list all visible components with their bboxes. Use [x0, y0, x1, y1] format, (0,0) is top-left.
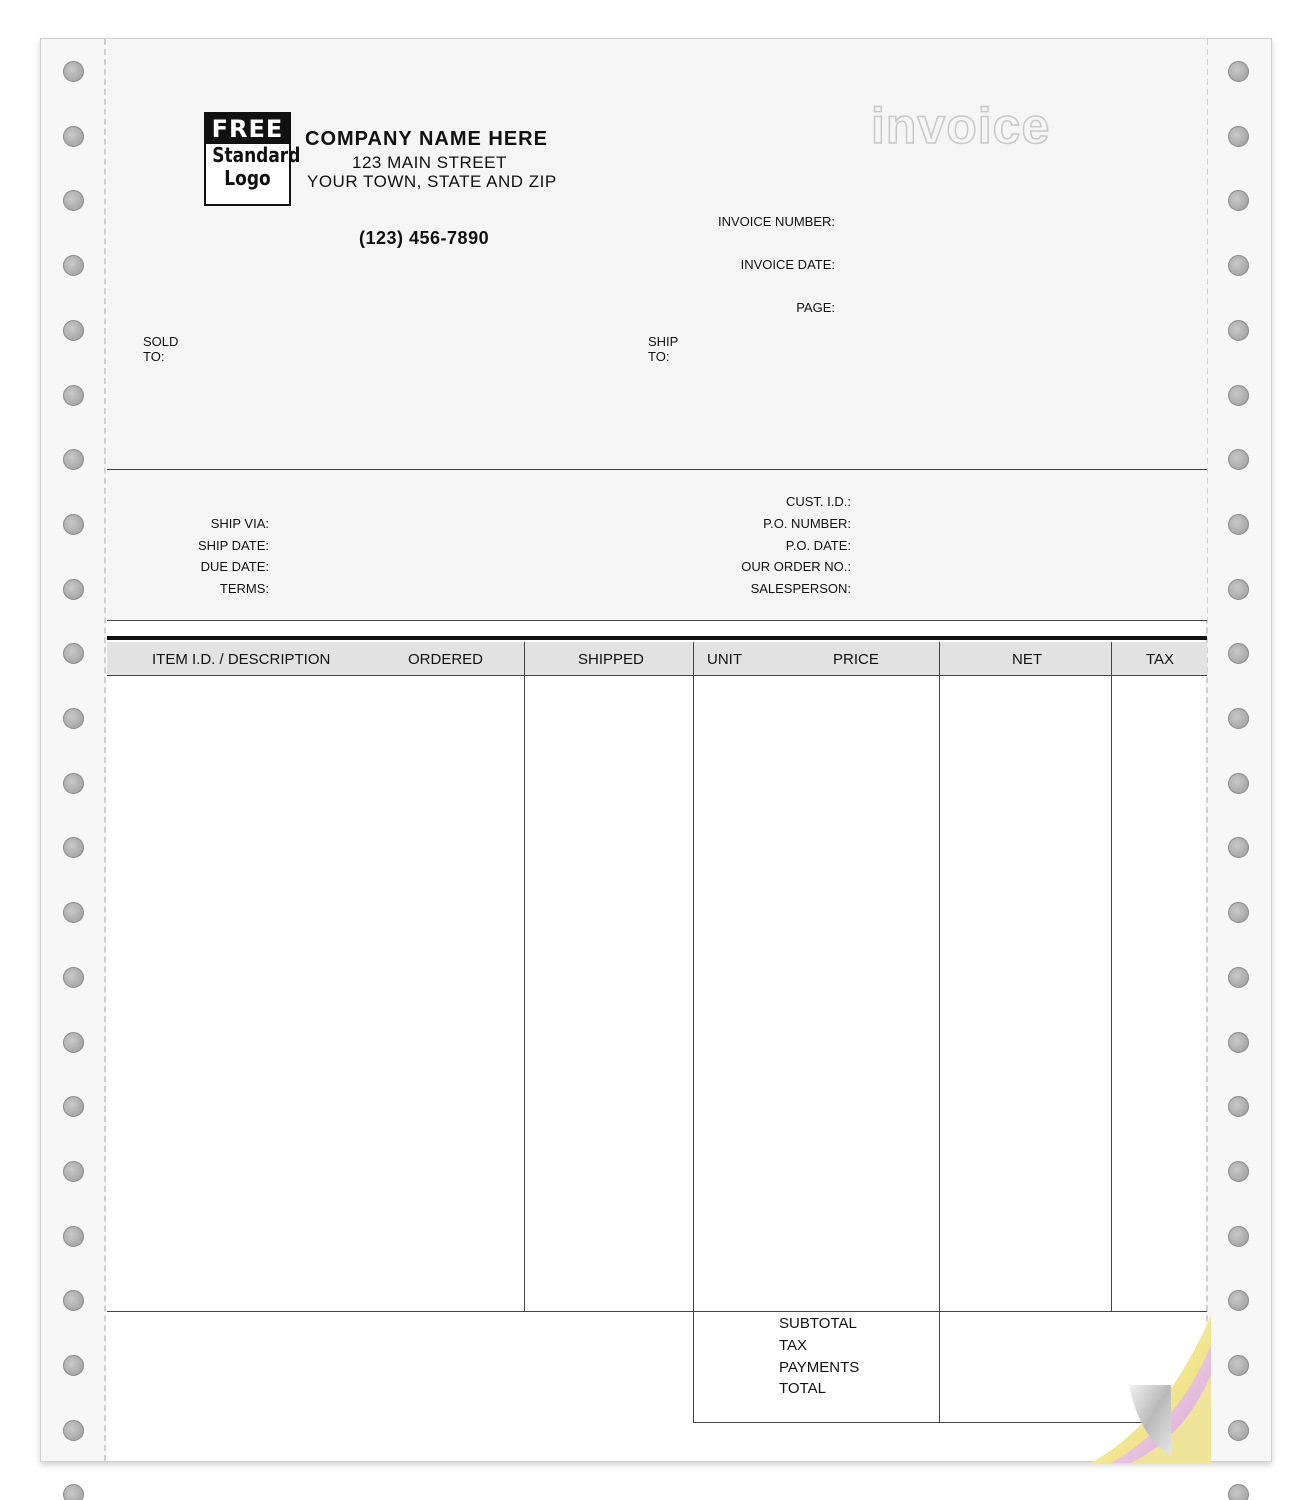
tractor-hole	[63, 967, 84, 988]
col-price: PRICE	[833, 651, 879, 668]
company-logo	[204, 112, 301, 206]
tractor-hole	[63, 1420, 84, 1441]
terms-label: TERMS:	[219, 581, 269, 596]
tractor-hole	[1228, 967, 1249, 988]
tractor-hole	[63, 1226, 84, 1247]
tractor-hole	[1228, 1484, 1249, 1500]
logo-free-text: FREE	[206, 114, 289, 144]
tractor-hole	[63, 579, 84, 600]
tractor-hole	[63, 385, 84, 406]
logo-logo-text: Logo	[224, 166, 271, 190]
invoice-watermark-title: invoice	[871, 98, 1051, 154]
tractor-hole	[1228, 1161, 1249, 1182]
col-divider-3	[939, 642, 940, 1423]
page-curl-copies-graphic	[1081, 1315, 1211, 1463]
ship-via-label: SHIP VIA:	[210, 516, 269, 531]
col-ordered: ORDERED	[408, 651, 484, 668]
totals-bottom-rule	[693, 1422, 1207, 1423]
sold-to-label-line2: TO:	[143, 349, 165, 364]
tractor-hole	[1228, 579, 1249, 600]
tractor-hole	[63, 902, 84, 923]
ship-date-label: SHIP DATE:	[197, 538, 269, 553]
sold-to-label-line1: SOLD	[143, 334, 179, 349]
right-tractor-strip	[1206, 39, 1271, 1461]
table-header-row	[107, 642, 1207, 676]
tractor-hole	[1228, 1226, 1249, 1247]
col-shipped: SHIPPED	[578, 651, 644, 668]
company-city: YOUR TOWN, STATE AND ZIP	[307, 172, 557, 191]
tractor-hole	[1228, 514, 1249, 535]
company-phone: (123) 456-7890	[359, 228, 490, 248]
tractor-hole	[1228, 773, 1249, 794]
tractor-hole	[1228, 61, 1249, 82]
tractor-hole	[1228, 708, 1249, 729]
our-order-no-label: OUR ORDER NO.:	[741, 559, 851, 574]
subtotal-label: SUBTOTAL	[779, 1315, 857, 1332]
invoice-form-sheet	[40, 38, 1272, 1462]
left-tractor-strip	[41, 39, 106, 1461]
tractor-hole	[1228, 1355, 1249, 1376]
po-date-label: P.O. DATE:	[785, 538, 851, 553]
invoice-date-label: INVOICE DATE:	[740, 257, 835, 272]
tractor-hole	[63, 126, 84, 147]
tractor-hole	[63, 320, 84, 341]
tractor-hole	[63, 514, 84, 535]
tractor-hole	[63, 61, 84, 82]
tractor-hole	[1228, 126, 1249, 147]
col-divider-2	[693, 642, 694, 1423]
tractor-hole	[1228, 1420, 1249, 1441]
col-net: NET	[1012, 651, 1042, 668]
tractor-hole	[63, 255, 84, 276]
company-street: 123 MAIN STREET	[352, 153, 507, 172]
tractor-hole	[1228, 385, 1249, 406]
ship-to-label-line1: SHIP	[648, 334, 679, 349]
tractor-hole	[63, 773, 84, 794]
table-top-rule	[107, 636, 1207, 640]
tractor-hole	[63, 1032, 84, 1053]
col-divider-1	[524, 642, 525, 1312]
tractor-hole	[63, 1484, 84, 1500]
tractor-hole	[1228, 255, 1249, 276]
tractor-hole	[63, 1161, 84, 1182]
tractor-hole	[1228, 902, 1249, 923]
items-bottom-rule	[107, 1311, 1207, 1312]
ship-to-label-line2: TO:	[648, 349, 670, 364]
cust-id-label: CUST. I.D.:	[785, 494, 851, 509]
page-label: PAGE:	[796, 300, 835, 315]
tractor-hole	[1228, 1032, 1249, 1053]
total-label: TOTAL	[779, 1380, 826, 1397]
due-date-label: DUE DATE:	[200, 559, 269, 574]
po-number-label: P.O. NUMBER:	[763, 516, 851, 531]
col-divider-4	[1111, 642, 1112, 1312]
invoice-number-label: INVOICE NUMBER:	[717, 214, 835, 229]
shipping-section	[107, 470, 1207, 621]
col-unit: UNIT	[707, 651, 742, 668]
tractor-hole	[1228, 320, 1249, 341]
company-name: COMPANY NAME HERE	[305, 128, 548, 150]
col-item-description: ITEM I.D. / DESCRIPTION	[152, 651, 331, 668]
logo-standard-text: Standard	[212, 143, 301, 167]
salesperson-label: SALESPERSON:	[750, 581, 851, 596]
tractor-hole	[63, 1355, 84, 1376]
payments-label: PAYMENTS	[779, 1359, 860, 1376]
col-tax: TAX	[1146, 651, 1175, 668]
tractor-hole	[63, 708, 84, 729]
tax-total-label: TAX	[779, 1337, 808, 1354]
